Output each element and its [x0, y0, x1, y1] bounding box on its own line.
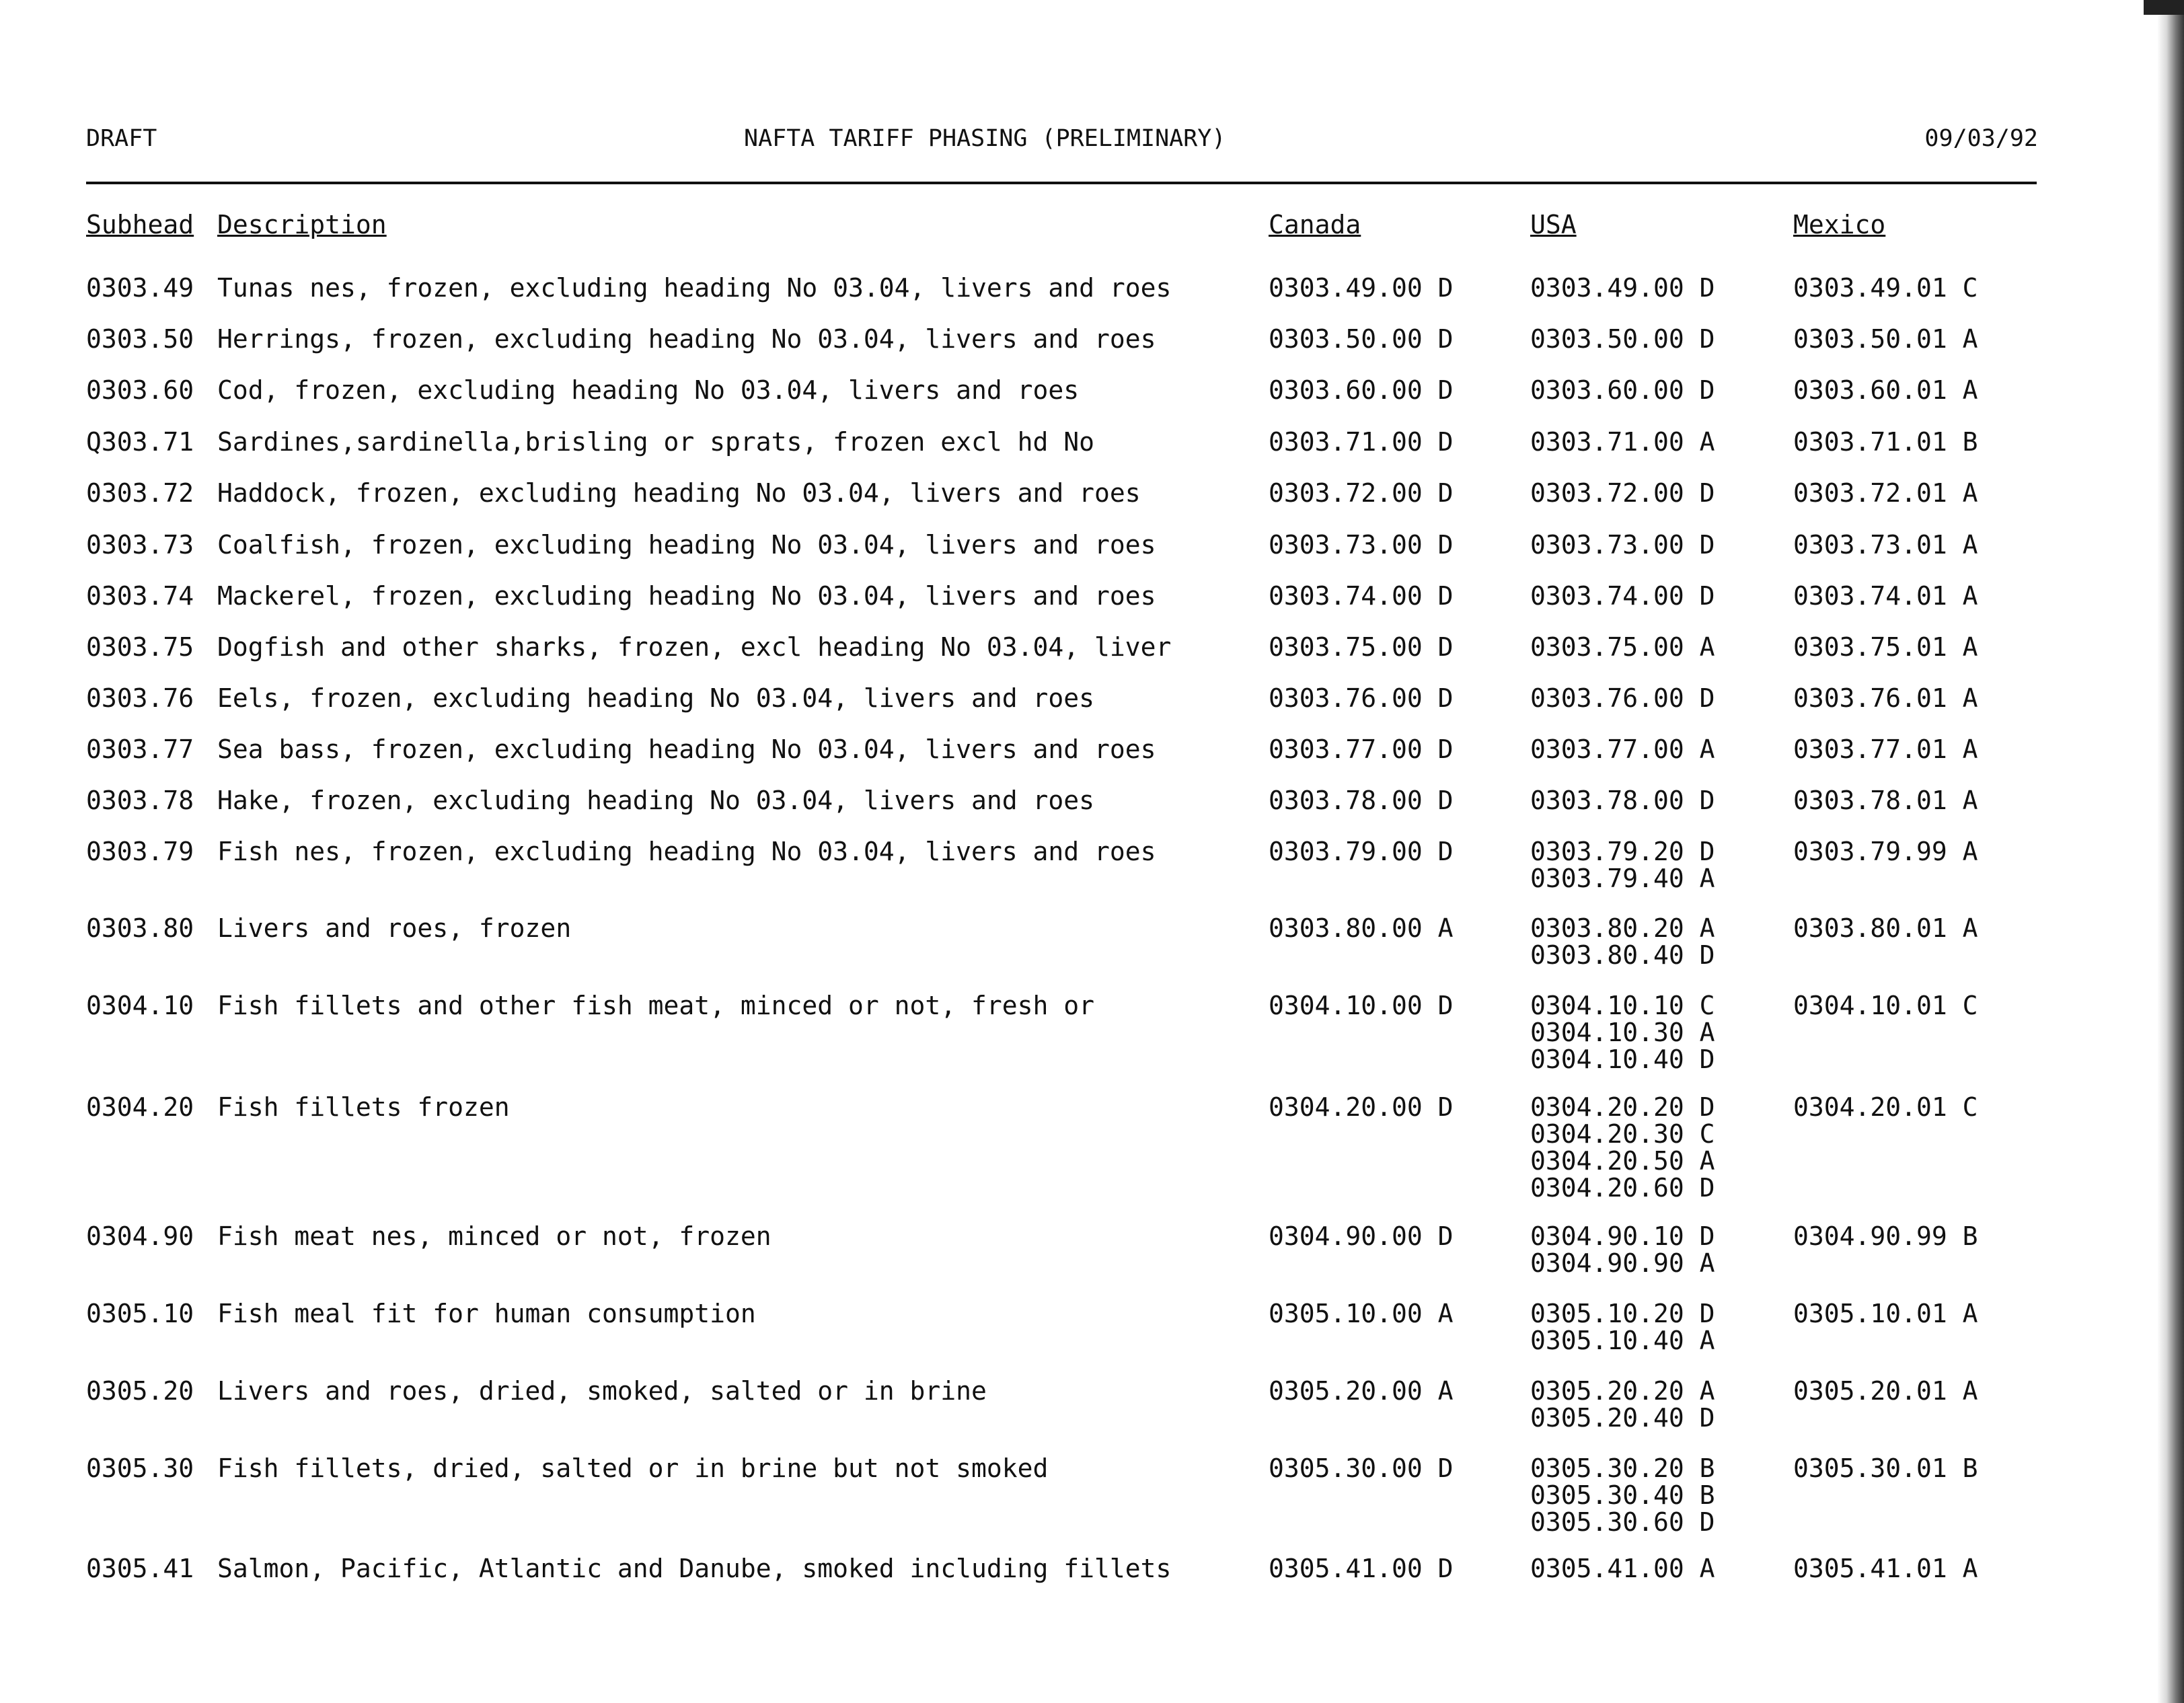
- usa-code: 0303.79.20 D: [1530, 837, 1715, 866]
- description-cell: Eels, frozen, excluding heading No 03.04, livers and roes: [217, 683, 1095, 713]
- mexico-cell: 0304.20.01 C: [1793, 1092, 1978, 1122]
- description-cell: Hake, frozen, excluding heading No 03.04, livers and roes: [217, 786, 1095, 815]
- usa-code: 0305.20.20 A: [1530, 1376, 1715, 1406]
- header-rule: [86, 182, 2037, 184]
- usa-code: 0303.79.40 A: [1530, 864, 1715, 893]
- usa-code: 0303.49.00 D: [1530, 273, 1715, 303]
- mexico-cell: 0303.75.01 A: [1793, 632, 1978, 662]
- usa-cell: [1530, 915, 1715, 969]
- usa-code: 0303.75.00 A: [1530, 632, 1715, 662]
- subhead-cell: 0303.79: [86, 837, 194, 866]
- mexico-cell: 0303.78.01 A: [1793, 786, 1978, 815]
- usa-code: 0303.73.00 D: [1530, 530, 1715, 560]
- subhead-cell: 0303.74: [86, 581, 194, 611]
- usa-cell: [1530, 1223, 1715, 1277]
- description-cell: Fish fillets frozen: [217, 1092, 510, 1122]
- description-cell: Cod, frozen, excluding heading No 03.04, livers and roes: [217, 375, 1080, 405]
- subhead-cell: 0305.41: [86, 1554, 194, 1583]
- subhead-cell: 0303.77: [86, 734, 194, 764]
- draft-label: DRAFT: [86, 125, 157, 152]
- usa-cell: [1530, 326, 1715, 352]
- usa-cell: [1530, 274, 1715, 301]
- canada-cell: 0303.77.00 D: [1269, 734, 1454, 764]
- description-cell: Coalfish, frozen, excluding heading No 03.04, livers and roes: [217, 530, 1156, 560]
- column-header-usa: USA: [1530, 210, 1577, 239]
- canada-cell: 0305.30.00 D: [1269, 1453, 1454, 1483]
- mexico-cell: 0304.90.99 B: [1793, 1221, 1978, 1251]
- scan-edge-shadow: [2157, 0, 2184, 1703]
- usa-code: 0303.74.00 D: [1530, 581, 1715, 611]
- description-cell: Herrings, frozen, excluding heading No 03.04, livers and roes: [217, 324, 1156, 354]
- usa-code: 0305.10.20 D: [1530, 1299, 1715, 1328]
- usa-code: 0304.10.30 A: [1530, 1018, 1715, 1047]
- description-cell: Fish meat nes, minced or not, frozen: [217, 1221, 771, 1251]
- usa-cell: [1530, 787, 1715, 814]
- description-cell: Fish nes, frozen, excluding heading No 03.04, livers and roes: [217, 837, 1156, 866]
- document-date: 09/03/92: [1924, 125, 2038, 152]
- usa-cell: [1530, 377, 1715, 404]
- usa-cell: [1530, 428, 1715, 455]
- column-header-subhead: Subhead: [86, 210, 194, 239]
- subhead-cell: 0305.10: [86, 1299, 194, 1328]
- usa-cell: [1530, 634, 1715, 660]
- description-cell: Fish fillets, dried, salted or in brine but not smoked: [217, 1453, 1049, 1483]
- usa-cell: [1530, 736, 1715, 763]
- mexico-cell: 0303.60.01 A: [1793, 375, 1978, 405]
- usa-code: 0305.30.60 D: [1530, 1507, 1715, 1537]
- canada-cell: 0304.90.00 D: [1269, 1221, 1454, 1251]
- subhead-cell: 0303.49: [86, 273, 194, 303]
- document-title: NAFTA TARIFF PHASING (PRELIMINARY): [744, 125, 1226, 152]
- canada-cell: 0305.20.00 A: [1269, 1376, 1454, 1406]
- usa-code: 0303.60.00 D: [1530, 375, 1715, 405]
- usa-cell: [1530, 1094, 1715, 1201]
- usa-code: 0305.20.40 D: [1530, 1403, 1715, 1433]
- usa-code: 0303.78.00 D: [1530, 786, 1715, 815]
- subhead-cell: 0303.80: [86, 913, 194, 943]
- usa-cell: [1530, 1377, 1715, 1431]
- canada-cell: 0303.76.00 D: [1269, 683, 1454, 713]
- canada-cell: 0304.10.00 D: [1269, 991, 1454, 1020]
- subhead-cell: 0303.50: [86, 324, 194, 354]
- subhead-cell: 0303.72: [86, 478, 194, 508]
- usa-cell: [1530, 838, 1715, 892]
- mexico-cell: 0303.50.01 A: [1793, 324, 1978, 354]
- subhead-cell: 0304.20: [86, 1092, 194, 1122]
- usa-code: 0303.76.00 D: [1530, 683, 1715, 713]
- description-cell: Livers and roes, frozen: [217, 913, 572, 943]
- mexico-cell: 0303.72.01 A: [1793, 478, 1978, 508]
- mexico-cell: 0305.10.01 A: [1793, 1299, 1978, 1328]
- usa-code: 0304.20.50 A: [1530, 1146, 1715, 1176]
- mexico-cell: 0305.41.01 A: [1793, 1554, 1978, 1583]
- usa-code: 0304.20.20 D: [1530, 1092, 1715, 1122]
- usa-code: 0303.80.40 D: [1530, 940, 1715, 970]
- description-cell: Haddock, frozen, excluding heading No 03.04, livers and roes: [217, 478, 1141, 508]
- column-header-canada: Canada: [1269, 210, 1361, 239]
- canada-cell: 0303.49.00 D: [1269, 273, 1454, 303]
- mexico-cell: 0303.79.99 A: [1793, 837, 1978, 866]
- canada-cell: 0305.41.00 D: [1269, 1554, 1454, 1583]
- mexico-cell: 0303.49.01 C: [1793, 273, 1978, 303]
- canada-cell: 0303.75.00 D: [1269, 632, 1454, 662]
- canada-cell: 0303.78.00 D: [1269, 786, 1454, 815]
- mexico-cell: 0303.74.01 A: [1793, 581, 1978, 611]
- column-header-description: Description: [217, 210, 387, 239]
- subhead-cell: 0303.73: [86, 530, 194, 560]
- subhead-cell: 0303.78: [86, 786, 194, 815]
- usa-code: 0304.10.40 D: [1530, 1045, 1715, 1074]
- usa-code: 0304.20.30 C: [1530, 1119, 1715, 1149]
- description-cell: Livers and roes, dried, smoked, salted or in brine: [217, 1376, 987, 1406]
- subhead-cell: 0305.20: [86, 1376, 194, 1406]
- usa-cell: [1530, 531, 1715, 558]
- mexico-cell: 0303.77.01 A: [1793, 734, 1978, 764]
- usa-cell: [1530, 582, 1715, 609]
- canada-cell: 0303.73.00 D: [1269, 530, 1454, 560]
- usa-code: 0303.80.20 A: [1530, 913, 1715, 943]
- usa-cell: [1530, 1300, 1715, 1354]
- mexico-cell: 0303.73.01 A: [1793, 530, 1978, 560]
- subhead-cell: Q303.71: [86, 427, 194, 457]
- mexico-cell: 0304.10.01 C: [1793, 991, 1978, 1020]
- canada-cell: 0303.79.00 D: [1269, 837, 1454, 866]
- description-cell: Salmon, Pacific, Atlantic and Danube, smoked including fillets: [217, 1554, 1172, 1583]
- mexico-cell: 0303.80.01 A: [1793, 913, 1978, 943]
- usa-code: 0305.30.40 B: [1530, 1480, 1715, 1510]
- canada-cell: 0305.10.00 A: [1269, 1299, 1454, 1328]
- subhead-cell: 0305.30: [86, 1453, 194, 1483]
- usa-cell: [1530, 1455, 1715, 1536]
- description-cell: Fish meal fit for human consumption: [217, 1299, 756, 1328]
- usa-code: 0303.77.00 A: [1530, 734, 1715, 764]
- usa-code: 0305.10.40 A: [1530, 1326, 1715, 1355]
- usa-code: 0304.10.10 C: [1530, 991, 1715, 1020]
- subhead-cell: 0304.10: [86, 991, 194, 1020]
- usa-code: 0305.30.20 B: [1530, 1453, 1715, 1483]
- mexico-cell: 0303.76.01 A: [1793, 683, 1978, 713]
- mexico-cell: 0305.20.01 A: [1793, 1376, 1978, 1406]
- subhead-cell: 0303.76: [86, 683, 194, 713]
- mexico-cell: 0305.30.01 B: [1793, 1453, 1978, 1483]
- usa-code: 0303.50.00 D: [1530, 324, 1715, 354]
- scan-edge-mark: [2144, 0, 2184, 15]
- usa-code: 0304.90.10 D: [1530, 1221, 1715, 1251]
- description-cell: Mackerel, frozen, excluding heading No 03.04, livers and roes: [217, 581, 1156, 611]
- usa-code: 0304.20.60 D: [1530, 1173, 1715, 1203]
- description-cell: Sardines,sardinella,brisling or sprats, frozen excl hd No: [217, 427, 1095, 457]
- usa-cell: [1530, 992, 1715, 1073]
- canada-cell: 0303.60.00 D: [1269, 375, 1454, 405]
- canada-cell: 0303.50.00 D: [1269, 324, 1454, 354]
- description-cell: Sea bass, frozen, excluding heading No 03.04, livers and roes: [217, 734, 1156, 764]
- usa-cell: [1530, 1555, 1715, 1582]
- usa-code: 0303.72.00 D: [1530, 478, 1715, 508]
- column-header-mexico: Mexico: [1793, 210, 1886, 239]
- usa-cell: [1530, 685, 1715, 712]
- usa-code: 0304.90.90 A: [1530, 1248, 1715, 1278]
- canada-cell: 0303.71.00 D: [1269, 427, 1454, 457]
- subhead-cell: 0303.75: [86, 632, 194, 662]
- canada-cell: 0303.72.00 D: [1269, 478, 1454, 508]
- canada-cell: 0303.80.00 A: [1269, 913, 1454, 943]
- usa-code: 0305.41.00 A: [1530, 1554, 1715, 1583]
- usa-code: 0303.71.00 A: [1530, 427, 1715, 457]
- description-cell: Tunas nes, frozen, excluding heading No 03.04, livers and roes: [217, 273, 1172, 303]
- subhead-cell: 0304.90: [86, 1221, 194, 1251]
- subhead-cell: 0303.60: [86, 375, 194, 405]
- canada-cell: 0303.74.00 D: [1269, 581, 1454, 611]
- description-cell: Fish fillets and other fish meat, minced or not, fresh or: [217, 991, 1095, 1020]
- description-cell: Dogfish and other sharks, frozen, excl heading No 03.04, liver: [217, 632, 1172, 662]
- mexico-cell: 0303.71.01 B: [1793, 427, 1978, 457]
- canada-cell: 0304.20.00 D: [1269, 1092, 1454, 1122]
- usa-cell: [1530, 480, 1715, 506]
